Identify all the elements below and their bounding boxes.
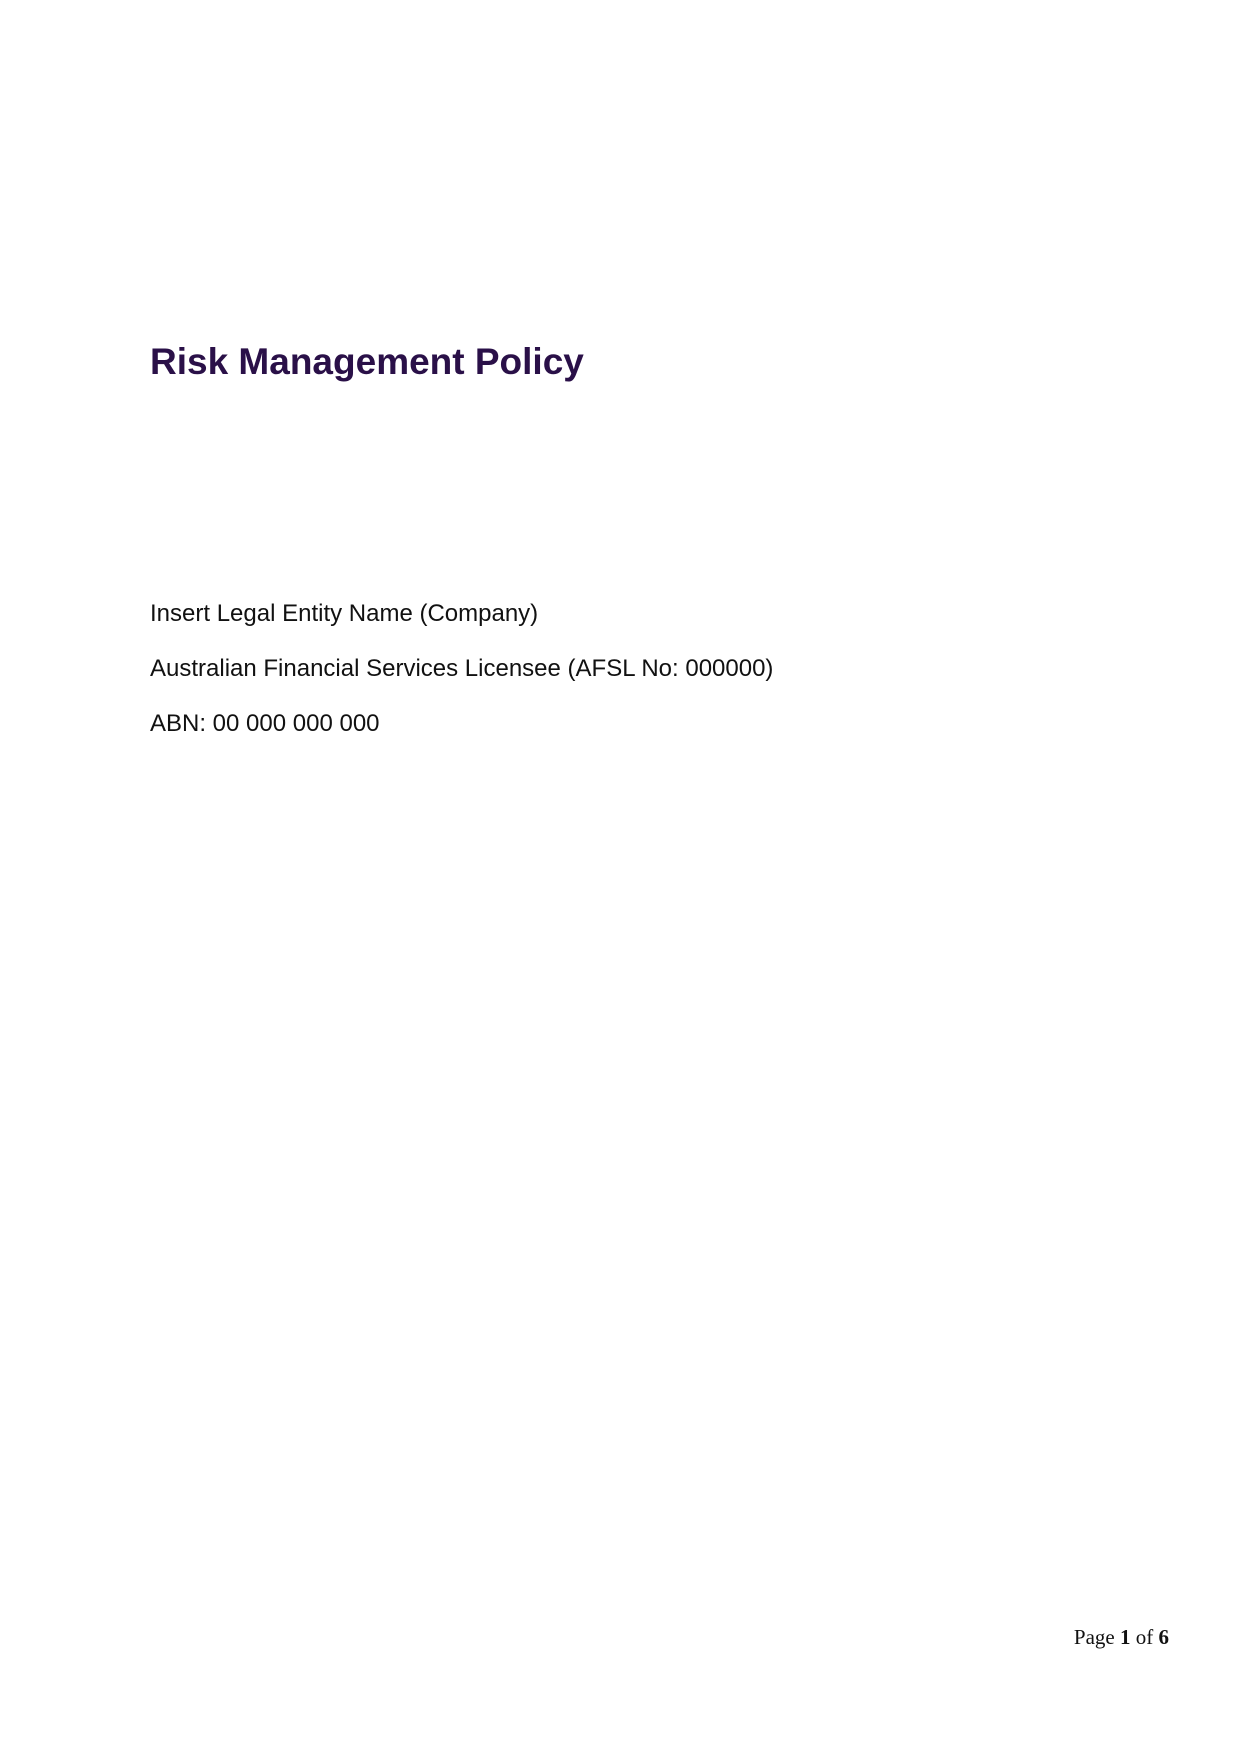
entity-details [150, 600, 773, 765]
total-pages-number: 6 [1158, 1625, 1169, 1649]
entity-license: Australian Financial Services Licensee (AFSL No: 000000) [150, 655, 774, 682]
entity-name: Insert Legal Entity Name (Company) [150, 600, 539, 627]
page-title: Risk Management Policy [150, 341, 584, 382]
current-page-number: 1 [1120, 1625, 1131, 1649]
of-word: of [1135, 1625, 1154, 1649]
page-number-footer [1074, 1624, 1169, 1650]
page-word: Page [1073, 1625, 1115, 1649]
entity-abn: ABN: 00 000 000 000 [150, 710, 380, 737]
